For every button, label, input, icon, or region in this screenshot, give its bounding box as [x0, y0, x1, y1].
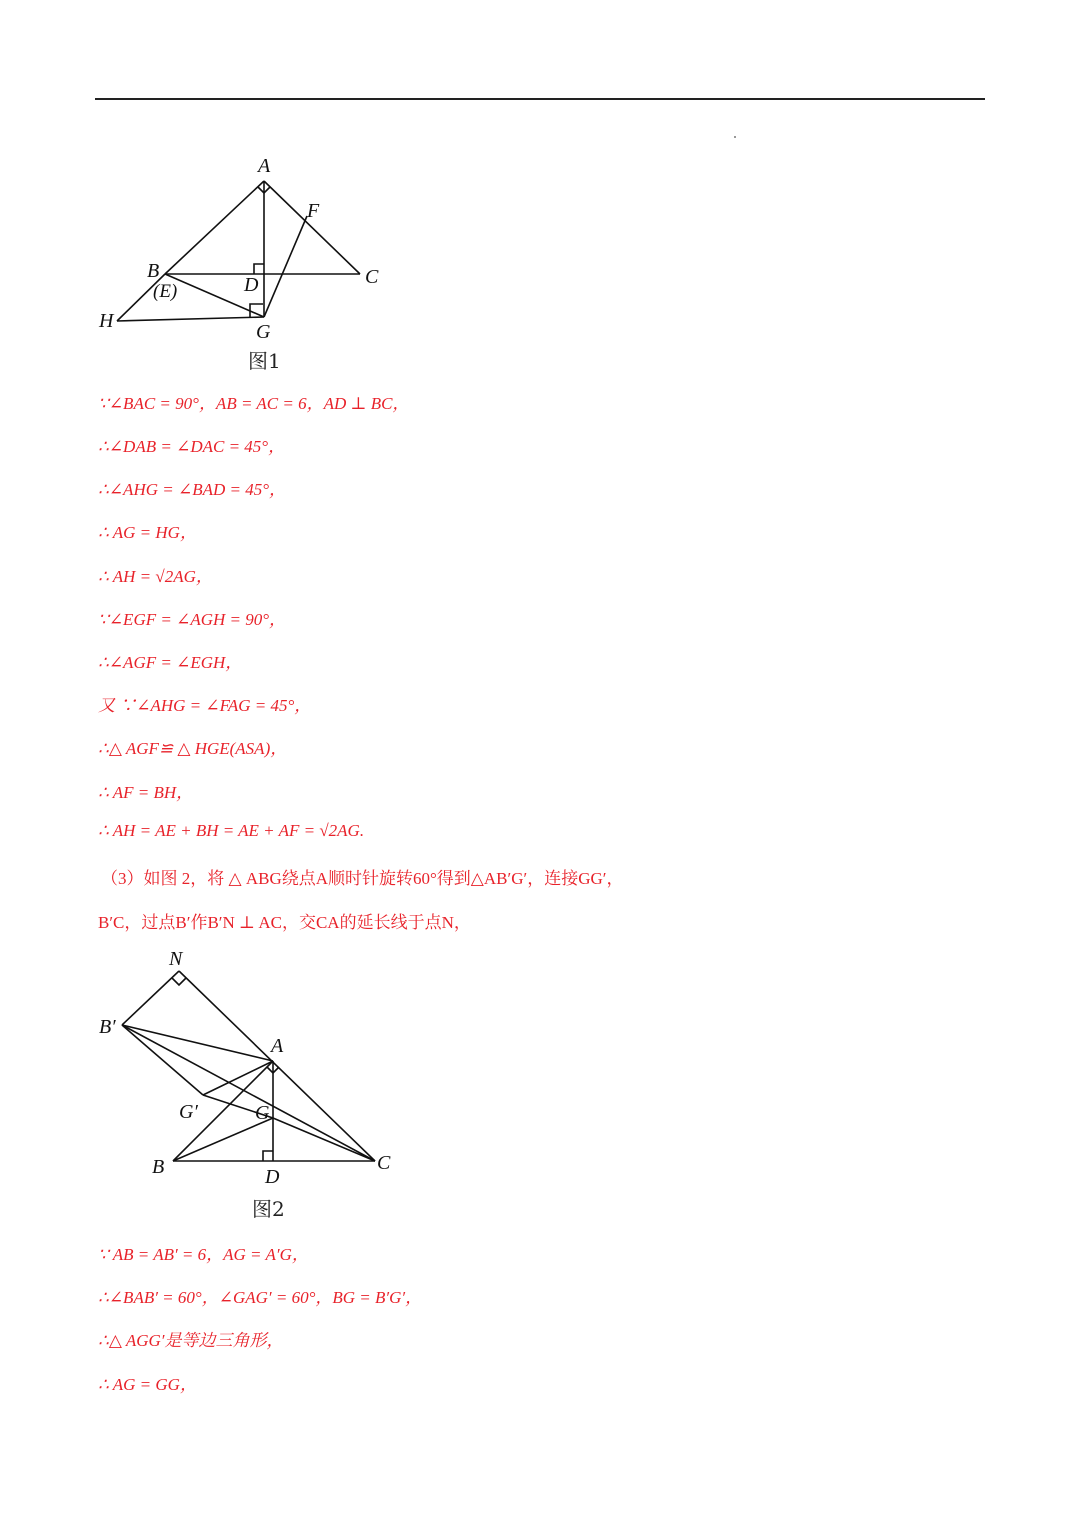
- label-C: C: [365, 266, 379, 288]
- label-D: D: [244, 274, 259, 296]
- solution2-line-4: ∴ AG = GG，: [98, 1375, 197, 1394]
- solution-line-8: 又 ∵∠AHG = ∠FAG = 45°，: [98, 696, 312, 715]
- label-H: H: [99, 310, 114, 332]
- segment-GF: [264, 216, 307, 317]
- figure-1-caption: 图1: [248, 349, 281, 373]
- segment-AC: [264, 181, 360, 274]
- solution-line-3: ∴∠AHG = ∠BAD = 45°，: [98, 480, 287, 499]
- right-angle-D: [254, 264, 264, 274]
- label-G: G: [255, 1102, 270, 1124]
- segment-B-prime-N: [122, 971, 179, 1025]
- solution-line-7: ∴∠AGF = ∠EGH，: [98, 653, 243, 672]
- segment-BG: [173, 1118, 273, 1161]
- label-C: C: [377, 1152, 391, 1174]
- label-N: N: [169, 948, 183, 970]
- segment-HG: [117, 317, 264, 321]
- label-A: A: [258, 155, 271, 177]
- label-G: G: [256, 321, 271, 340]
- solution-line-4: ∴ AG = HG，: [98, 523, 197, 542]
- right-angle-D: [263, 1151, 273, 1161]
- solution-line-1: ∵∠BAC = 90°，AB = AC = 6，AD ⊥ BC，: [98, 394, 410, 413]
- part3-intro-line-2: B′C，过点B′作B′N ⊥ AC，交CA的延长线于点N，: [98, 913, 471, 932]
- solution-line-10: ∴ AF = BH，: [98, 783, 194, 802]
- segment-GC: [273, 1118, 375, 1161]
- figure-2-diagram: [95, 945, 405, 1185]
- solution-line-9: ∴△ AGF≌ △ HGE(ASA)，: [98, 739, 288, 758]
- right-angle-N: [172, 978, 186, 985]
- label-E: (E): [153, 281, 178, 302]
- figure-1: [95, 150, 395, 340]
- label-B: B: [147, 260, 160, 282]
- figure-2-caption: 图2: [252, 1197, 285, 1221]
- label-A: A: [271, 1035, 284, 1057]
- label-F: F: [307, 200, 320, 222]
- figure-1-diagram: [95, 150, 395, 340]
- segment-G-prime-A: [203, 1061, 273, 1095]
- page-speck: [734, 136, 736, 138]
- figure-2: [95, 945, 405, 1185]
- label-B-prime: B′: [99, 1016, 116, 1038]
- label-B: B: [152, 1156, 165, 1178]
- solution-line-2: ∴∠DAB = ∠DAC = 45°，: [98, 437, 286, 456]
- solution-line-11: ∴ AH = AE + BH = AE + AF = √2AG.: [98, 821, 365, 840]
- segment-AB: [165, 181, 264, 274]
- solution-line-6: ∵∠EGF = ∠AGH = 90°，: [98, 610, 287, 629]
- label-G-prime: G′: [179, 1101, 198, 1123]
- part3-intro-line-1: （3）如图 2，将 △ ABG绕点A顺时针旋转60°得到△AB′G′，连接GG′，: [101, 869, 624, 888]
- solution2-line-1: ∵ AB = AB′ = 6，AG = A′G，: [98, 1245, 309, 1264]
- segment-B-prime-A: [122, 1025, 273, 1061]
- solution2-line-3: ∴△ AGG′是等边三角形，: [98, 1331, 284, 1350]
- label-D: D: [265, 1166, 280, 1185]
- segment-NC: [179, 971, 375, 1161]
- segment-B-prime-C: [122, 1025, 375, 1161]
- header-rule: [95, 98, 985, 100]
- solution-line-5: ∴ AH = √2AG，: [98, 567, 213, 586]
- segment-B-prime-G-prime: [122, 1025, 203, 1095]
- solution2-line-2: ∴∠BAB′ = 60°，∠GAG′ = 60°，BG = B′G′，: [98, 1288, 423, 1307]
